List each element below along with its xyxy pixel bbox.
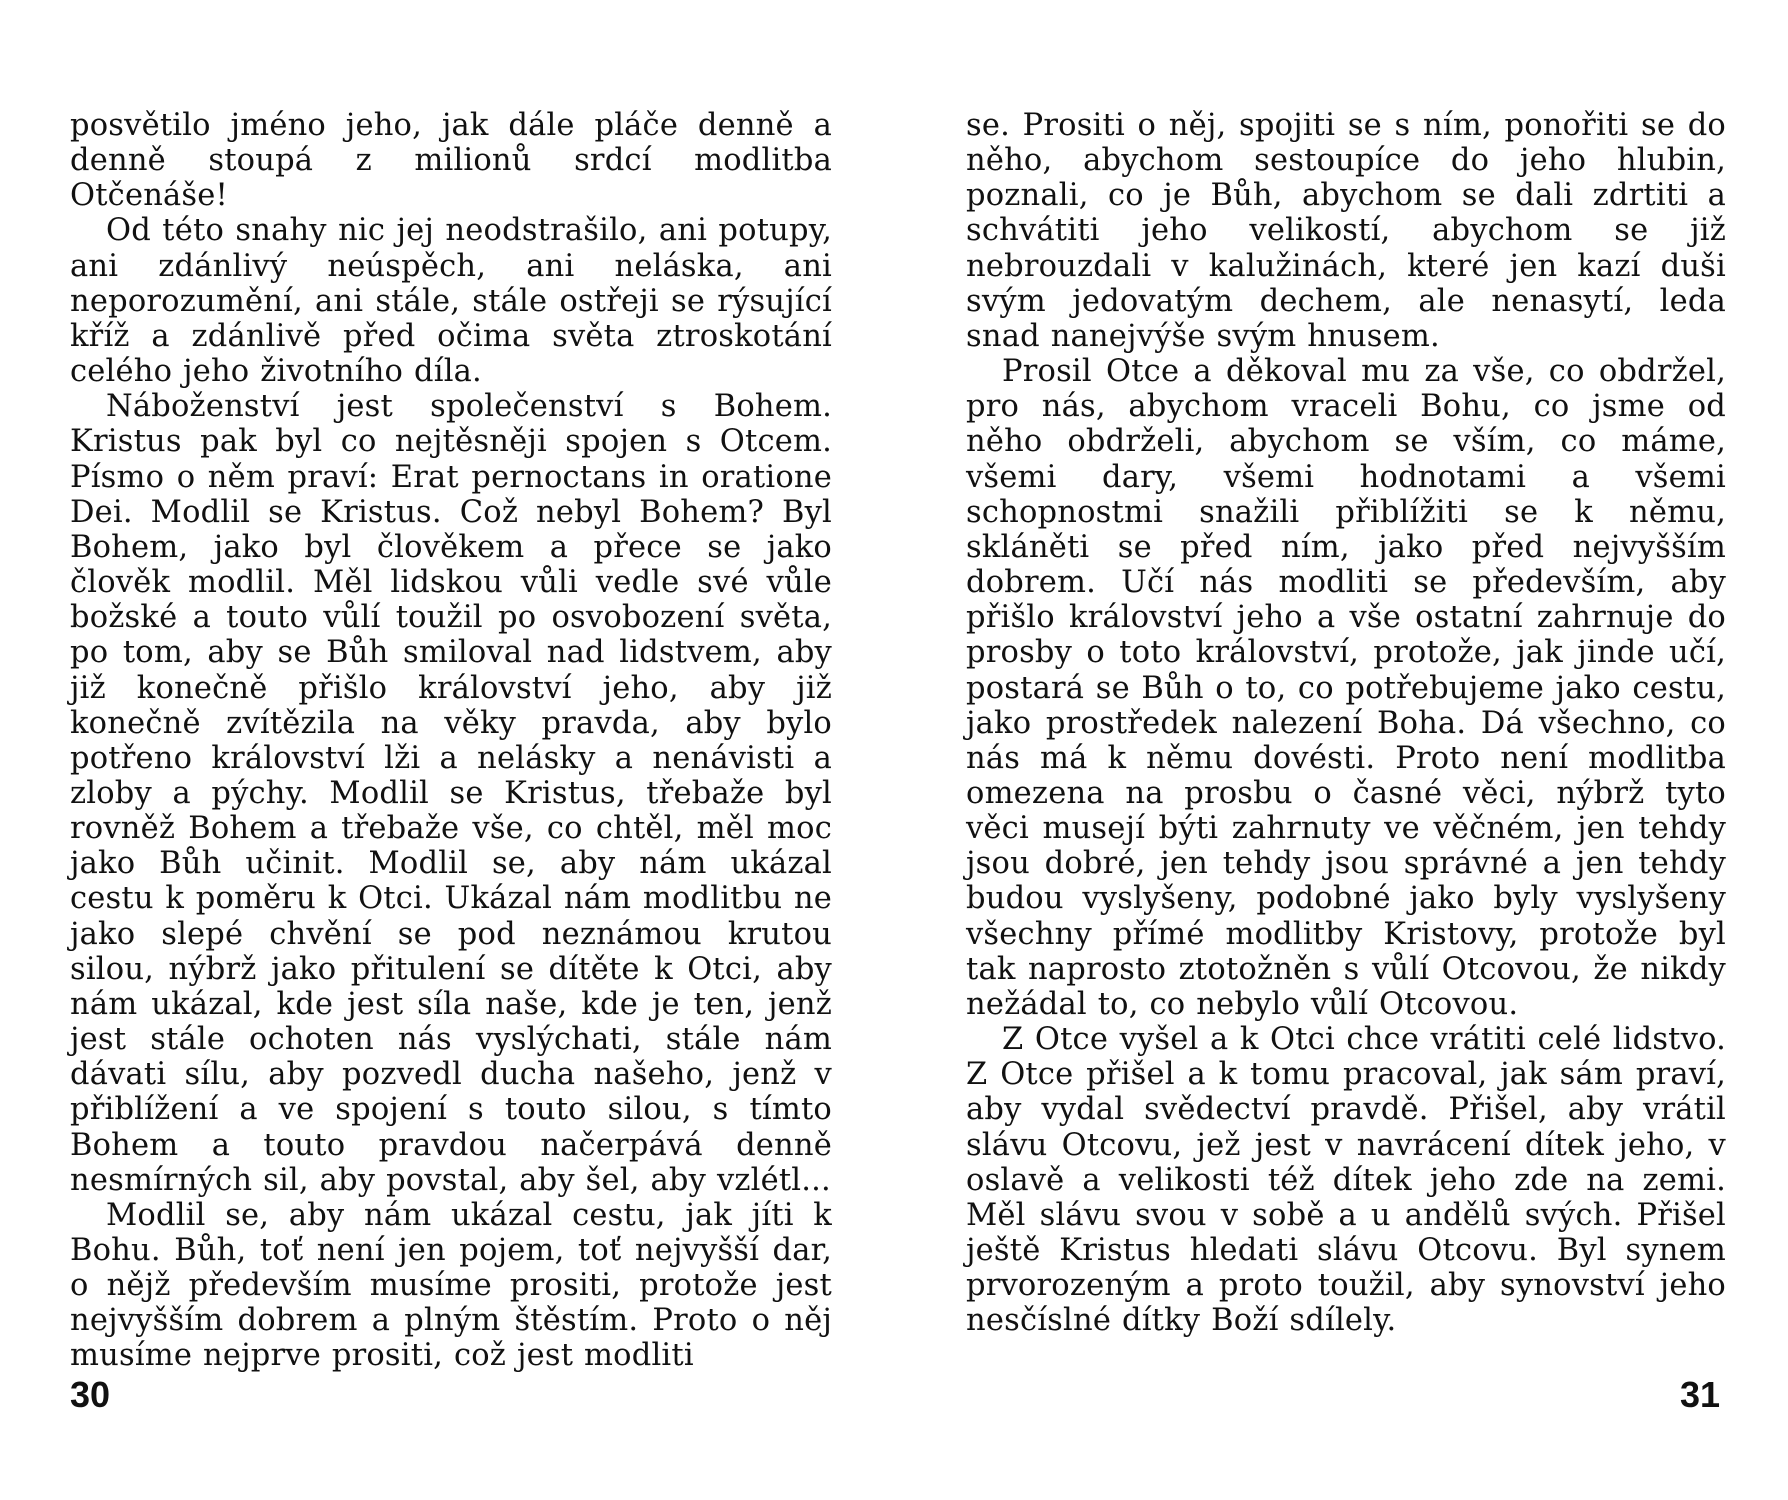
paragraph: Náboženství jest společenství s Bohem. Kristus pak byl co nejtěsněji spojen s Otcem. Písmo o něm praví: Erat pernoctans in oratione Dei. Modlil se Kristus. Což nebyl Bohem? Byl Bohem, jako byl člověkem a přece se jako člověk modlil. Měl lidskou vůli vedle své vůle božské a touto vůlí toužil po osvobození světa, po tom, aby se Bůh smiloval nad lidstvem, aby již konečně přišlo království jeho, aby již konečně zvítězila na věky pravda, aby bylo potřeno království lži a nelásky a nenávisti a zloby a pýchy. Modlil se Kristus, třebaže byl rovněž Bohem a třebaže vše, co chtěl, měl moc jako Bůh učinit. Modlil se, aby nám ukázal cestu k poměru k Otci. Ukázal nám modlitbu ne jako slepé chvění se pod neznámou krutou silou, nýbrž jako přitulení se dítěte k Otci, aby nám ukázal, kde jest síla naše, kde je ten, jenž jest stále ochoten nás vyslýchati, stále nám dávati sílu, aby pozvedl ducha našeho, jenž v přiblížení a ve spojení s touto silou, s tímto Bohem a touto pravdou načerpává denně nesmírných sil, aby povstal, aby šel, aby vzlétl... <box>70 389 832 1198</box>
paragraph: Od této snahy nic jej neodstrašilo, ani potupy, ani zdánlivý neúspěch, ani neláska, ani neporozumění, ani stále, stále ostřeji se rýsující kříž a zdánlivě před očima světa ztroskotání celého jeho životního díla. <box>70 213 832 390</box>
page-number-right: 31 <box>1680 1374 1721 1415</box>
paragraph: Z Otce vyšel a k Otci chce vrátiti celé lidstvo. Z Otce přišel a k tomu pracoval, jak sám praví, aby vydal svědectví pravdě. Přišel, aby vrátil slávu Otcovu, jež jest v navrácení dítek jeho, v oslavě a velikosti též dítek jeho zde na zemi. Měl slávu svou v sobě a u andělů svých. Přišel ještě Kristus hledati slávu Otcovu. Byl synem prvorozeným a proto toužil, aby synovství jeho nesčíslné dítky Boží sdílely. <box>966 1022 1726 1339</box>
paragraph: Modlil se, aby nám ukázal cestu, jak jíti k Bohu. Bůh, toť není jen pojem, toť nejvyšší dar, o nějž především musíme prositi, protože jest nejvyšším dobrem a plným štěstím. Proto o něj musíme nejprve prositi, což jest modliti <box>70 1197 832 1374</box>
paragraph: se. Prositi o něj, spojiti se s ním, ponořiti se do něho, abychom sestoupíce do jeho hlubin, poznali, co je Bůh, abychom se dali zdrtiti a schvátiti jeho velikostí, abychom se již nebrouzdali v kalužinách, které jen kazí duši svým jedovatým dechem, ale nenasytí, leda snad nanejvýše svým hnusem. <box>966 108 1726 354</box>
right-page <box>966 108 1726 1338</box>
left-page <box>70 108 832 1374</box>
paragraph: posvětilo jméno jeho, jak dále pláče denně a denně stoupá z milionů srdcí modlitba Otčenáše! <box>70 108 832 214</box>
page-number-left: 30 <box>70 1374 111 1415</box>
paragraph: Prosil Otce a děkoval mu za vše, co obdržel, pro nás, abychom vraceli Bohu, co jsme od něho obdrželi, abychom se vším, co máme, všemi dary, všemi hodnotami a všemi schopnostmi snažili přiblížiti se k němu, skláněti se před ním, jako před nejvyšším dobrem. Učí nás modliti se především, aby přišlo království jeho a vše ostatní zahrnuje do prosby o toto království, protože, jak jinde učí, postará se Bůh o to, co potřebujeme jako cestu, jako prostředek nalezení Boha. Dá všechno, co nás má k němu dovésti. Proto není modlitba omezena na prosbu o časné věci, nýbrž tyto věci musejí býti zahrnuty ve věčném, jen tehdy jsou dobré, jen tehdy jsou správné a jen tehdy budou vyslyšeny, podobné jako byly vyslyšeny všechny přímé modlitby Kristovy, protože byl tak naprosto ztotožněn s vůlí Otcovou, že nikdy nežádal to, co nebylo vůlí Otcovou. <box>966 354 1726 1022</box>
